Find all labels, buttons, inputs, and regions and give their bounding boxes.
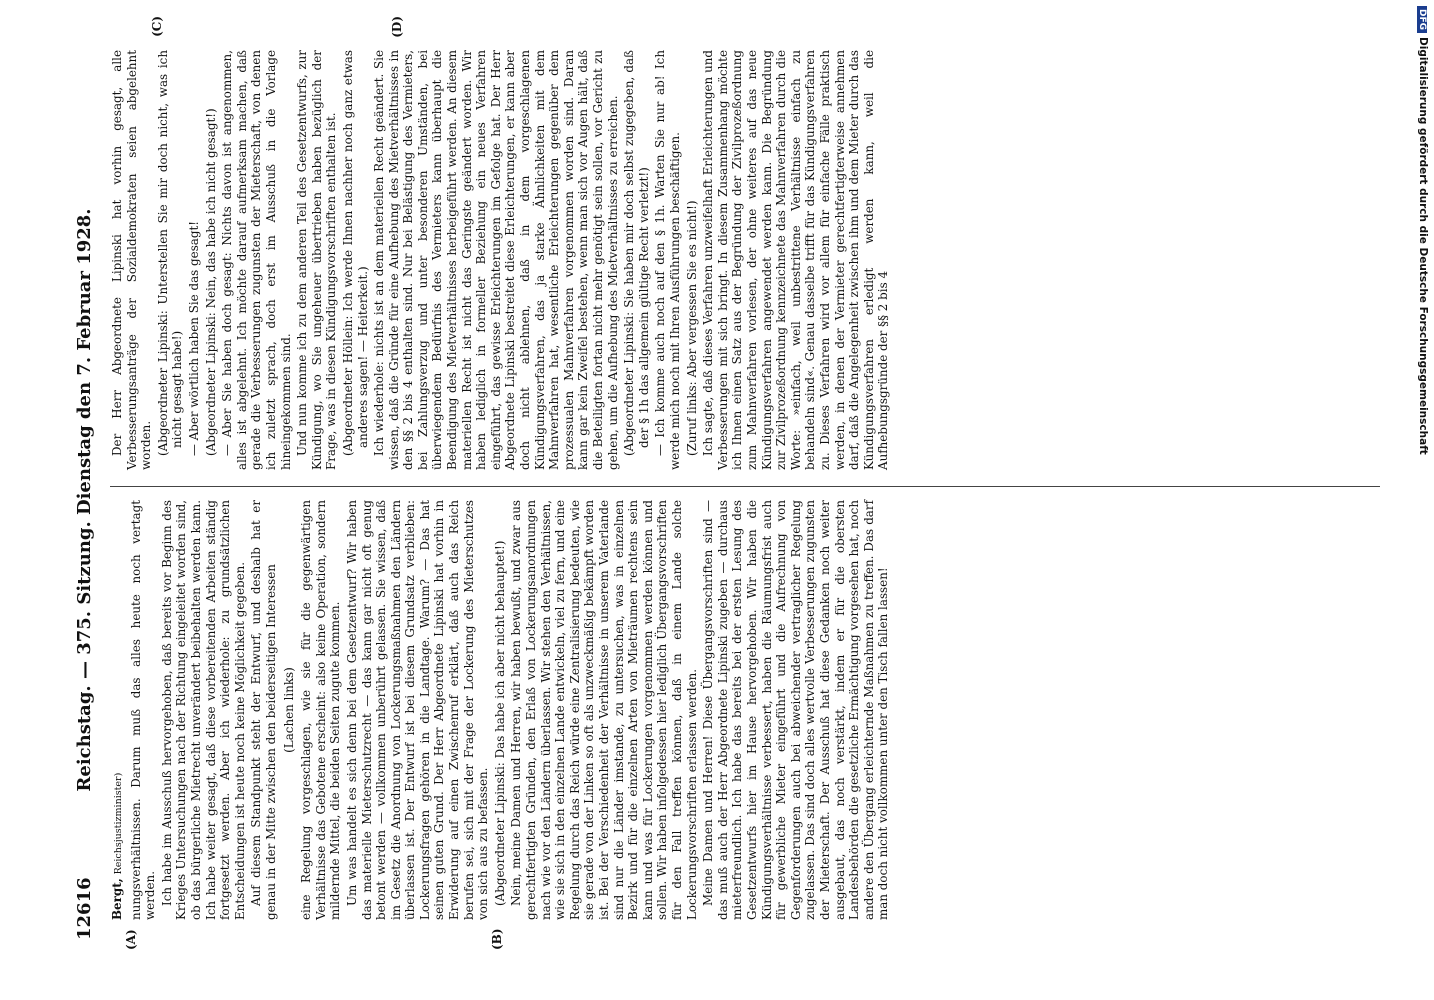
paragraph: eine Regelung vorgeschlagen, wie sie für die gegenwärtigen Verhältnisse das Gebotene erscheint: also keine Operation, sondern mildernde Mittel, die beiden Seiten zugute kommen.: [299, 500, 343, 920]
credit-text: Digitalisierung gefördert durch die Deutsche Forschungsgemeinschaft: [1417, 37, 1429, 455]
page-header: [74, 60, 104, 940]
right-column-text: [110, 50, 1380, 470]
paragraph: Ich sagte, daß dieses Verfahren unzweifelhaft Erleichterungen und Verbesserungen mit sich bringt. In diesem Zusammenhang möchte ich Ihnen einen Satz aus der Begründung der Zivilprozeßordnung zum Mahnverfahren vorlesen, der ohne weiteres auf das neue Kündigungsverfahren angewendet werden kann. Die Begründung zur Zivilprozeßordnung kennzeichnete das Mahnverfahren durch die Worte: »einfach, weil unbestrittene Verhältnisse einfach zu behandeln sind«. Genau dasselbe trifft für das Kündigungsverfahren zu. Dieses Verfahren wird vor allem für einfache Fälle praktisch werden, in denen der Vermieter gerechtfertigterweise annehmen darf, daß die Angelegenheit zwischen ihm und dem Mieter durch das Kündigungsverfahren erledigt werden kann, weil die Aufhebungsgründe der §§ 2 bis 4: [701, 50, 891, 470]
digitization-credit: [1415, 6, 1431, 994]
interjection: (Abgeordneter Lipinski: Das habe ich aber nicht behauptet!): [492, 540, 507, 906]
interjection: (Abgeordneter Lipinski: Nein, das habe ich nicht gesagt!): [203, 108, 218, 456]
column-divider: [110, 486, 1380, 487]
speaker-role: Reichsjustizminister): [113, 772, 124, 875]
right-column: [110, 16, 1380, 470]
interjection-laughter: (Lachen links): [281, 667, 296, 753]
paragraph: Ich wiederhole: nichts ist an dem materiellen Recht geändert. Sie wissen, daß die Gründe für eine Aufhebung des Mietverhältnisses in den §§ 2 bis 4 enthalten sind. Nur bei Belästigung des Vermieters, bei Zahlungsverzug und unter besonderen Umständen, bei überwiegendem Bedürfnis des Vermieters kann überhaupt die Beendigung des Mietverhältnisses herbeigeführt werden. An diesem materiellen Recht ist nicht das Geringste geändert worden. Wir haben lediglich in formeller Beziehung ein neues Verfahren eingeführt, das gewisse Erleichterungen im Gefolge hat. Der Herr Abgeordnete Lipinski bestreitet diese Erleichterungen, er kann aber doch nicht ablehnen, daß in dem vorgeschlagenen Kündigungsverfahren, das ja starke Ähnlichkeiten mit dem Mahnverfahren hat, wesentliche Erleichterungen gegenüber dem prozessualen Mahnverfahren vorgenommen worden sind. Daran kann gar kein Zweifel bestehen, wenn man sich vor Augen hält, daß die Beteiligten fortan nicht mehr genötigt sein sollen, vor Gericht zu gehen, um die Aufhebung des Mietverhältnisses zu erreichen.: [372, 50, 620, 470]
paragraph: Meine Damen und Herren! Diese Übergangsvorschriften sind — das muß auch der Herr Abgeordnete Lipinski zugeben — durchaus mieterfreundlich. Ich habe das bereits bei der ersten Lesung des Gesetzentwurfs hier im Hause hervorgehoben. Wir haben die Kündigungsverhältnisse verbessert, haben die Räumungsfrist auch für gewerbliche Mieter eingeführt und die Aufrechnung von Gegenforderungen auch bei abweichender vertraglicher Regelung zugelassen. Das sind doch alles wertvolle Verbesserungen zugunsten der Mieterschaft. Der Ausschuß hat diese Gedanken noch weiter ausgebaut, das noch verstärkt, indem er für die obersten Landesbehörden die gesetzliche Ermächtigung vorgesehen hat, noch andere den Übergang erleichternde Maßnahmen zu treffen. Das darf man doch nicht vollkommen unter den Tisch fallen lassen!: [701, 500, 891, 920]
interjection: (Abgeordneter Lipinski: Sie haben mir doch selbst zugegeben, daß der § 1h das allgemein gültige Recht verletzt!): [622, 50, 651, 456]
paragraph: — Ich komme auch noch auf den § 1h. Warten Sie nur ab! Ich werde mich noch mit Ihren Ausführungen beschäftigen.: [653, 50, 682, 470]
left-column-text: [110, 500, 1380, 920]
interjection: (Abgeordneter Höllein: Ich werde Ihnen nachher noch ganz etwas anderes sagen! — Heiterkeit.): [340, 50, 370, 456]
margin-mark-b: (B): [490, 928, 504, 950]
rotated-page: [70, 16, 1390, 960]
paragraph: Auf diesem Standpunkt steht der Entwurf, und deshalb hat er genau in der Mitte zwischen den beiderseitigen Interessen: [249, 500, 278, 920]
paragraph: Nein, meine Damen und Herren, wir haben bewußt, und zwar aus gerechtfertigten Gründen, den Erlaß von Lockerungsanordnungen nach wie vor den Ländern überlassen. Wir stehen den Verhältnissen, wie sie sich in den einzelnen Lande entwickeln, viel zu fern, und eine Regelung durch das Reich würde eine Zentralisierung bedeuten, wie sie gerade von der Linken so oft als unzweckmäßig bekämpft worden ist. Bei der Verschiedenheit der Verhältnisse in unserem Vaterlande sind nur die Länder imstande, zu untersuchen, was in einzelnen Bezirk und für die einzelnen Arten von Mieträumen rechtens sein kann und was für Lockerungen vorgenommen werden können und sollen. Wir haben infolgedessen hier lediglich Übergangsvorschriften für den Fall treffen können, daß in einem Lande solche Lockerungsvorschriften erlassen werden.: [509, 500, 699, 920]
header-title: Reichstag. — 375. Sitzung. Dienstag den 7. Februar 1928.: [74, 208, 95, 792]
paragraph: Der Herr Abgeordnete Lipinski hat vorhin gesagt, alle Verbesserungsanträge der Sozialdemokraten seien abgelehnt worden.: [110, 50, 154, 470]
margin-mark-c: (C): [150, 16, 164, 37]
interjection: (Abgeordneter Lipinski: Unterstellen Sie mir doch nicht, was ich nicht gesagt habe!): [155, 50, 185, 456]
paragraph: Und nun komme ich zu dem anderen Teil des Gesetzentwurfs, zur Kündigung, wo Sie ungeheuer übertrieben haben bezüglich der Frage, was in diesen Kündigungsvorschriften enthalten ist.: [295, 50, 339, 470]
left-column: [110, 500, 1380, 950]
paragraph: — Aber Sie haben doch gesagt: Nichts davon ist angenommen, alles ist abgelehnt. Ich möchte darauf aufmerksam machen, daß gerade die Verbesserungen zugunsten der Mieterschaft, von denen ich zuletzt sprach, doch erst im Ausschuß in die Vorlage hineingekommen sind.: [220, 50, 293, 470]
speaker-name: Bergt,: [110, 878, 124, 920]
page-number: 12616: [74, 877, 95, 940]
interjection: (Zuruf links: Aber vergessen Sie es nicht!): [684, 200, 699, 456]
margin-mark-d: (D): [390, 16, 404, 38]
paragraph: — Aber wörtlich haben Sie das gesagt!: [186, 220, 201, 456]
paragraph: Ich habe im Ausschuß hervorgehoben, daß bereits vor Beginn des Krieges Untersuchungen nach der Richtung eingeleitet worden sind, ob das bürgerliche Mietrecht unverändert beibehalten werden kann. Ich habe weiter gesagt, daß diese vorbereitenden Arbeiten ständig fortgesetzt werden. Aber ich wiederhole: zu grundsätzlichen Entscheidungen ist heute noch keine Möglichkeit gegeben.: [159, 500, 247, 920]
dfg-logo: DFG: [1417, 6, 1427, 33]
paragraph: Um was handelt es sich denn bei dem Gesetzentwurf? Wir haben das materielle Mieterschutzrecht — das kann gar nicht oft genug betont werden — vollkommen unberührt gelassen. Sie wissen, daß im Gesetz die Anordnung von Lockerungsmaßnahmen den Ländern überlassen ist. Der Entwurf ist bei diesem Grundsatz verblieben: Lockerungsfragen gehören in die Landtage. Warum? — Das hat seinen guten Grund. Der Herr Abgeordnete Lipinski hat vorhin in Erwiderung auf einen Zwischenruf erklärt, daß auch das Reich berufen sei, sich mit der Frage der Lockerung des Mieterschutzes von sich aus zu befassen.: [344, 500, 491, 920]
margin-mark-a: (A): [124, 929, 138, 950]
speaker-line: [110, 500, 127, 920]
paragraph: nungsverhältnissen. Darum muß das alles heute noch vertagt werden.: [128, 500, 158, 920]
